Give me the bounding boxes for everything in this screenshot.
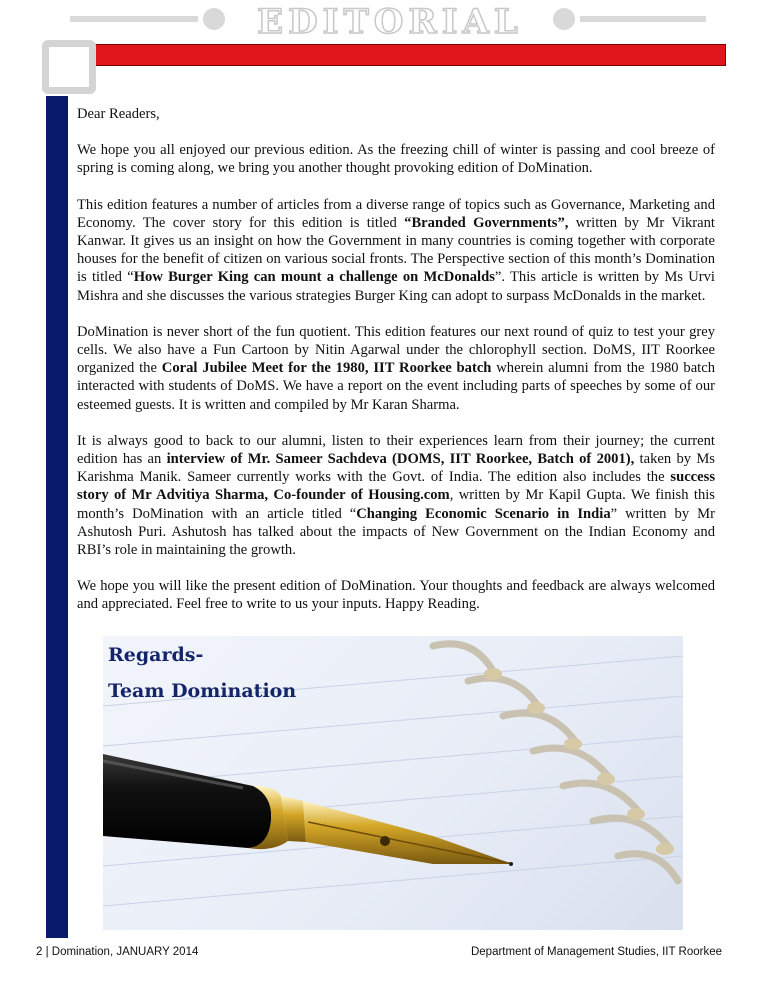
footer-page-info: 2 | Domination, JANUARY 2014 <box>36 946 199 958</box>
perspective-title: How Burger King can mount a challenge on McDonalds <box>133 269 495 286</box>
section-title: EDITORIAL <box>257 2 523 42</box>
header-red-bar <box>92 44 726 66</box>
regards-text: Regards- <box>108 644 204 666</box>
header-dot-left <box>203 8 225 30</box>
paragraph-alumni: It is always good to back to our alumni, listen to their experiences learn from their journey; the current edition has an interview of Mr. Sameer Sachdeva (DOMS, IIT Roorkee, Batch of 2001), taken by Ms Karishma Manik. Sameer currently works with the Govt. of India. The edition also includes the success story of Mr Advitiya Sharma, Co-founder of Housing.com, written by Mr Kapil Gupta. We finish this month’s DoMination with an article titled “Changing Economic Scenario in India” written by Mr Ashutosh Puri. Ashutosh has talked about the impacts of New Government on the Indian Economy and RBI’s role in maintaining the growth. <box>77 432 715 559</box>
team-signature: Team Domination <box>108 680 297 702</box>
pen-notebook-image <box>103 636 683 930</box>
interview-title: interview of Mr. Sameer Sachdeva (DOMS, IIT Roorkee, Batch of 2001), <box>166 451 635 468</box>
event-title: Coral Jubilee Meet for the 1980, IIT Roorkee batch <box>161 360 492 377</box>
editorial-body <box>77 105 715 632</box>
salutation: Dear Readers, <box>77 106 160 122</box>
paragraph-closing: We hope you will like the present edition of DoMination. Your thoughts and feedback are always welcomed and appreciated. Feel free to write to us your inputs. Happy Reading. <box>77 578 715 613</box>
paragraph-fun: DoMination is never short of the fun quotient. This edition features our next round of quiz to test your grey cells. We also have a Fun Cartoon by Nitin Agarwal under the chlorophyll section. DoMS, IIT Roorkee organized the Coral Jubilee Meet for the 1980, IIT Roorkee batch wherein alumni from the 1980 batch interacted with students of DoMS. We have a report on the event including parts of speeches by some of our esteemed guests. It is written and compiled by Mr Karan Sharma. <box>77 323 715 413</box>
corner-frame <box>42 40 96 94</box>
paragraph-intro: We hope you all enjoyed our previous edition. As the freezing chill of winter is passing and cool breeze of spring is coming along, we bring you another thought provoking edition of DoMination. <box>77 142 715 177</box>
cover-story-title: “Branded Governments”, <box>404 214 569 231</box>
header-dot-right <box>553 8 575 30</box>
side-blue-bar <box>46 96 68 938</box>
header-rule-right <box>580 16 706 22</box>
economy-article-title: Changing Economic Scenario in India <box>356 505 611 522</box>
paragraph-articles: This edition features a number of articles from a diverse range of topics such as Governance, Marketing and Economy. The cover story for this edition is titled “Branded Governments”, written by Mr Vikrant Kanwar. It gives us an insight on how the Government in many countries is coming together with corporate houses for the benefit of citizen on various social fronts. The Perspective section of this month’s Domination is titled “How Burger King can mount a challenge on McDonalds”. This article is written by Ms Urvi Mishra and she discusses the various strategies Burger King can adopt to surpass McDonalds in the market. <box>77 196 715 304</box>
success-story-title: success story of Mr Advitiya Sharma, Co-founder of Housing.com <box>77 469 715 504</box>
header-rule-left <box>70 16 198 22</box>
footer-department: Department of Management Studies, IIT Roorkee <box>470 946 722 958</box>
